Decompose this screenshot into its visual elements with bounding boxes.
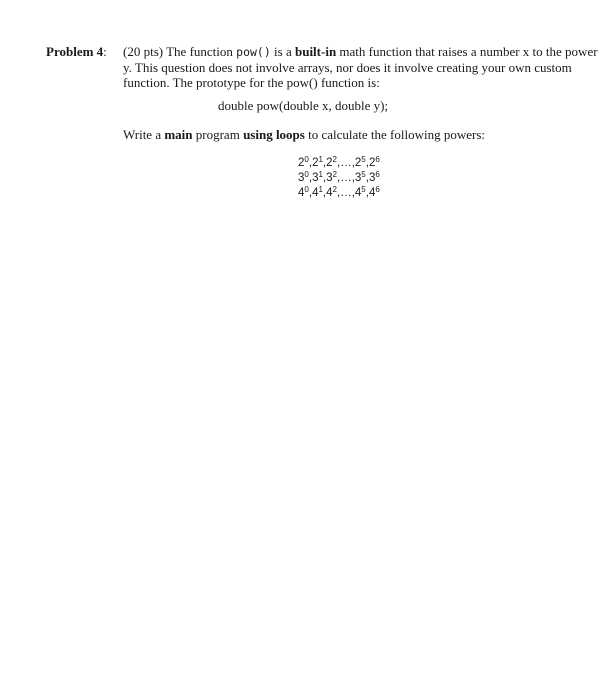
power-base: 3 <box>298 172 305 184</box>
power-base: … <box>340 172 352 184</box>
power-base: 3 <box>312 172 319 184</box>
exponent: 5 <box>361 155 366 164</box>
exponent: 2 <box>332 170 337 179</box>
built-in-bold: built-in <box>294 44 337 59</box>
exponent: 0 <box>304 170 309 179</box>
exponent: 6 <box>375 185 380 194</box>
exponent: 1 <box>318 185 323 194</box>
intro-is-a: is a <box>274 44 292 59</box>
power-base: … <box>340 157 352 169</box>
exponent: 0 <box>304 155 309 164</box>
points-text: (20 pts) <box>123 44 164 59</box>
instruction-rest: to calculate the following powers: <box>308 127 485 142</box>
power-base: 2 <box>298 157 305 169</box>
powers-list <box>298 156 380 201</box>
intro-after-builtin: math function that raises a number x to the power <box>339 44 598 59</box>
exponent: 0 <box>304 185 309 194</box>
exponent: 1 <box>318 170 323 179</box>
power-base: 4 <box>368 187 376 199</box>
function-name-code: pow() <box>236 45 271 59</box>
power-base: 4 <box>326 187 333 199</box>
exponent: 5 <box>361 185 366 194</box>
exponent: 6 <box>375 155 380 164</box>
power-base: 4 <box>354 187 362 199</box>
exponent: 2 <box>332 155 337 164</box>
function-prototype: double pow(double x, double y); <box>218 98 389 113</box>
power-base: 3 <box>354 172 362 184</box>
instruction-text <box>123 127 485 142</box>
instruction-program: program <box>195 127 240 142</box>
exponent: 2 <box>332 185 337 194</box>
powers-row: $3^0,3^1,3^2,\dots,3^5,3^6$ <box>298 170 380 184</box>
power-base: … <box>340 187 352 199</box>
intro-text: The function <box>166 44 233 59</box>
powers-row: $2^0,2^1,2^2,\dots,2^5,2^6$ <box>298 155 380 169</box>
exponent: 1 <box>318 155 323 164</box>
power-base: 4 <box>312 187 319 199</box>
powers-row: $4^0,4^1,4^2,\dots,4^5,4^6$ <box>298 185 380 199</box>
description-line-3: function. The prototype for the pow() function is: <box>123 75 380 90</box>
power-base: 3 <box>368 172 376 184</box>
power-base: 2 <box>354 157 362 169</box>
exponent: 5 <box>361 170 366 179</box>
exponent: 6 <box>375 170 380 179</box>
problem-description <box>123 44 598 90</box>
problem-number: Problem 4 <box>46 44 104 59</box>
instruction-write-a: Write a <box>123 127 162 142</box>
power-base: 2 <box>312 157 319 169</box>
instruction-using-loops-bold: using loops <box>243 127 305 142</box>
power-base: 4 <box>298 187 305 199</box>
problem-colon: : <box>103 44 107 59</box>
description-line-2: y. This question does not involve arrays, nor does it involve creating your own custom <box>123 60 572 75</box>
problem-label <box>46 44 107 59</box>
description-line-1 <box>123 44 598 60</box>
power-base: 3 <box>326 172 333 184</box>
instruction-main-bold: main <box>164 127 193 142</box>
power-base: 2 <box>326 157 333 169</box>
power-base: 2 <box>368 157 376 169</box>
